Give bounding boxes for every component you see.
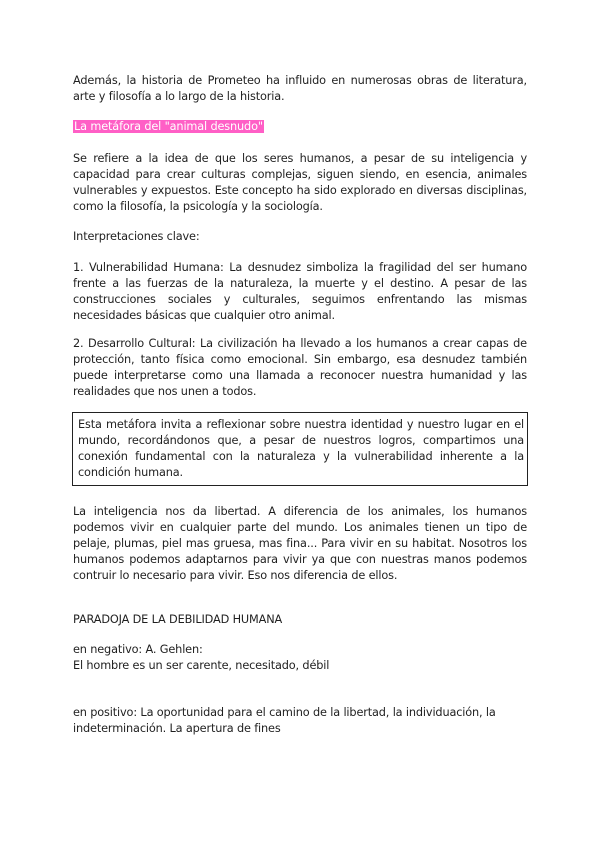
negative-text: El hombre es un ser carente, necesitado, débil — [73, 659, 330, 672]
freedom-paragraph: La inteligencia nos da libertad. A diferencia de los animales, los humanos podemos vivir en cualquier parte del mundo. Los animales tienen un tipo de pelaje, plumas, piel mas gruesa, mas fina... Para vivir en su habitat. Nosotros los humanos podemos adaptarnos para vivir ya que con nuestras manos podemos contruir lo necesario para vivir. Eso nos diferencia de ellos. — [73, 505, 527, 582]
definition-paragraph: Se refiere a la idea de que los seres humanos, a pesar de su inteligencia y capacidad para crear culturas complejas, siguen siendo, en esencia, animales vulnerables y expuestos. Este concepto ha sido explorado en diversas disciplinas, como la filosofía, la psicología y la sociología. — [73, 152, 527, 213]
interpretation-point-1: 1. Vulnerabilidad Humana: La desnudez simboliza la fragilidad del ser humano frente a las fuerzas de la naturaleza, la muerte y el destino. A pesar de las construcciones sociales y culturales, seguimos enfrentando las mismas necesidades básicas que cualquier otro animal. — [73, 261, 527, 322]
boxed-note-text: Esta metáfora invita a reflexionar sobre nuestra identidad y nuestro lugar en el mundo, recordándonos que, a pesar de nuestros logros, compartimos una conexión fundamental con la naturaleza y la vulnerabilidad inherente a la condición humana. — [78, 418, 524, 479]
intro-paragraph: Además, la historia de Prometeo ha influido en numerosas obras de literatura, arte y filosofía a lo largo de la historia. — [73, 74, 527, 103]
section-heading — [73, 119, 527, 135]
interpretations-label: Interpretaciones clave: — [73, 230, 200, 243]
boxed-note — [72, 412, 528, 486]
positive-text: en positivo: La oportunidad para el camino de la libertad, la individuación, la indeterminación. La apertura de fines — [73, 706, 496, 735]
paradox-heading: PARADOJA DE LA DEBILIDAD HUMANA — [73, 613, 283, 626]
highlighted-heading-text: La metáfora del "animal desnudo" — [74, 120, 263, 133]
negative-label: en negativo: A. Gehlen: — [73, 643, 203, 656]
interpretation-point-2: 2. Desarrollo Cultural: La civilización ha llevado a los humanos a crear capas de protección, tanto física como emocional. Sin embargo, esa desnudez también puede interpretarse como una llamada a reconocer nuestra humanidad y las realidades que nos unen a todos. — [73, 337, 527, 398]
